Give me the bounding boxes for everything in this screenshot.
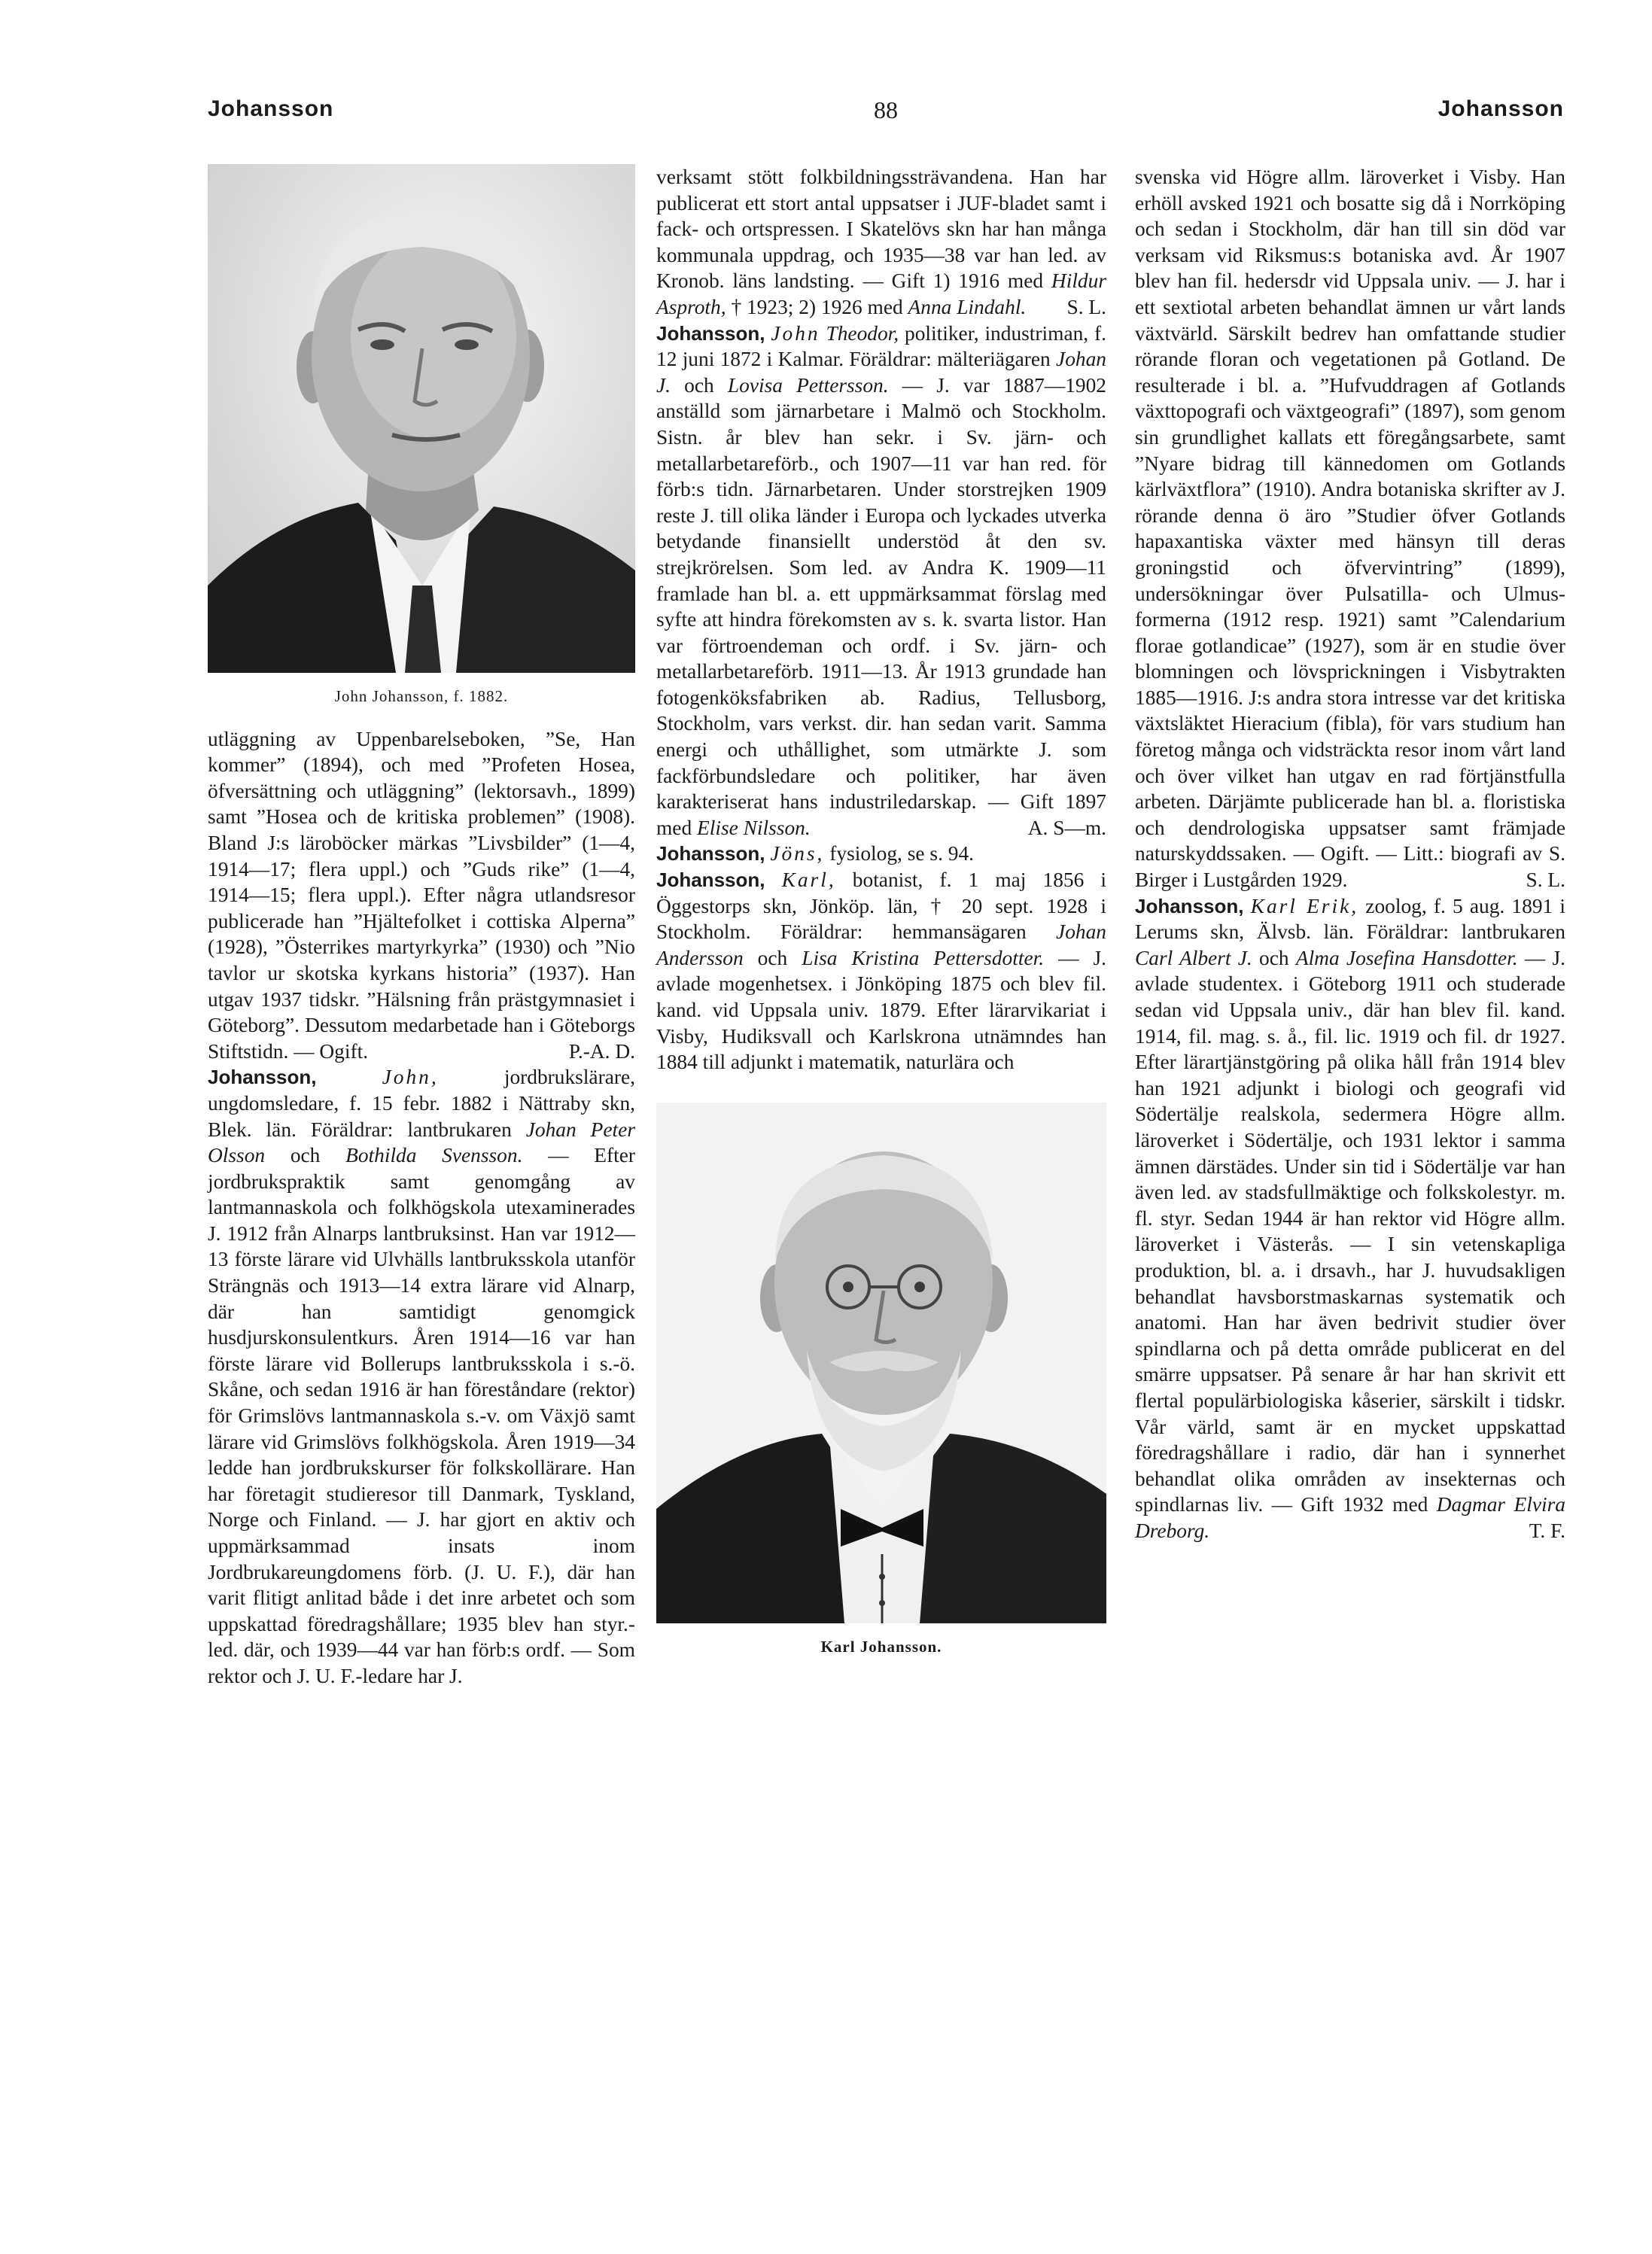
- signature: S. L.: [1526, 868, 1565, 892]
- entry-karl-johansson: [656, 867, 1106, 1075]
- mother-name: Lisa Kristina Pettersdotter.: [802, 946, 1045, 969]
- entry-text: — Efter jordbrukspraktik samt genomgång av lantmannaskola och folkhögskola utexaminerades J. 1912 från Alnarps lantbruksinst. Han var 1912—13 förste lärare vid Ulvhälls lantbruksskola utanför Strängnäs och 1913—14 extra lärare vid Alnarp, där han samtidigt genomgick husdjurskonsulentkurs. Åren 1914—16 var han förste lärare vid Bollerups lantbruksskola i s.-ö. Skåne, och sedan 1916 är han föreståndare (rektor) för Grimslövs lantmannaskola s.-v. om Växjö samt lärare vid Grimslövs folkhögskola. Åren 1919—34 ledde han jordbrukskurser för folkskollärare. Han har företagit studieresor till Danmark, Tyskland, Norge och Finland. — J. har gjort en aktiv och uppmärksammad insats inom Jordbrukareungdomens förb. (J. U. F.), där han varit flitigt anlitad både i det inre arbetet och som uppskattad föredragshållare; 1935 blev han styr.-led. där, och 1939—44 var han förb:s ordf. — Som rektor och J. U. F.-ledare har J.: [208, 1144, 635, 1687]
- entry-karl-erik-johansson: [1135, 893, 1565, 1544]
- signature: P.-A. D.: [568, 1039, 635, 1063]
- column-3: [1135, 164, 1565, 1544]
- signature: A. S—m.: [1027, 816, 1106, 839]
- conjunction: och: [1259, 946, 1289, 969]
- entry-text: — J. avlade studentex. i Göteborg 1911 och studerade sedan vid Uppsala univ., där han blev fil. kand. 1914, fil. mag. s. å., fil. lic. 1919 och fil. dr 1927. Efter lärartjänstgöring på olika håll från 1914 blev han 1921 adjunkt i biologi och geografi vid Södertälje realskola, sedermera Högre allm. läroverket i Södertälje, och 1931 lektor i samma ämnen därstädes. Under sin tid i Södertälje var han även led. av stadsfullmäktige och folkskolestyr. m. fl. styr. Sedan 1944 är han rektor vid Högre allm. läroverket i Västerås. — I sin vetenskapliga produktion, bl. a. i drsavh., har J. huvudsakligen behandlat havsborstmaskarnas systematik och anatomi. Han har även bedrivit studier över spindlarna och på detta område publicerat en del smärre uppsatser. På senare år har han skrivit ett flertal populärbiologiska kåserier, särskilt i tidskr. Vår värld, samt är en mycket uppskattad föredragshållare i radio, där han i synnerhet behandlat olika områden av insekternas och spindlarnas liv. — Gift 1932 med: [1135, 946, 1565, 1516]
- page-number: 88: [874, 96, 898, 123]
- entry-surname: Johansson,: [1135, 894, 1244, 917]
- spouse-name: Anna Lindahl.: [908, 295, 1027, 318]
- spouse-name: Hildur Asproth,: [656, 269, 1106, 318]
- entry-surname: Johansson,: [656, 868, 765, 892]
- entry-john-theodor-johansson: [656, 321, 1106, 841]
- column-2: [656, 164, 1106, 1659]
- running-header: [208, 96, 1564, 141]
- entry-john-johansson: [208, 1064, 635, 1689]
- column-1: [208, 164, 635, 1690]
- portrait-john-johansson-image: [208, 164, 635, 673]
- father-name: Johan Andersson: [656, 920, 1106, 969]
- portrait-karl-johansson: [656, 1103, 1106, 1623]
- entry-text: politiker, industriman, f. 12 juni 1872 i Kalmar. Föräldrar: mälteriägaren: [656, 321, 1106, 371]
- father-name: Johan Peter Olsson: [208, 1118, 635, 1167]
- portrait-caption-karl: Karl Johansson.: [820, 1637, 942, 1656]
- father-name: Johan J.: [656, 348, 1106, 397]
- entry-jons-johansson: [656, 841, 1106, 867]
- entry-text: — J. avlade mogenhetsex. i Jönköping 1875 och blev fil. kand. vid Uppsala univ. 1879. Efter lärarvikariat i Visby, Hudiksvall och Karlskrona utnämndes han 1884 till adjunkt i matematik, naturlära och: [656, 946, 1107, 1074]
- header-right-name: Johansson: [1438, 96, 1564, 121]
- mother-name: Alma Josefina Hansdotter.: [1295, 946, 1518, 969]
- signature: S. L.: [1066, 295, 1106, 318]
- entry-given-name: John,: [382, 1066, 439, 1089]
- entry-surname: Johansson,: [208, 1066, 317, 1089]
- entry-text: — J. var 1887—1902 anställd som järnarbetare i Malmö och Stockholm. Sistn. år blev han sekr. i Sv. järn- och metallarbetareförb., och 1907—11 var han red. för förb:s tidn. Järnarbetaren. Under storstrejken 1909 reste J. till olika länder i Europa och lyckades utverka betydande finansiellt understöd åt den sv. strejkrörelsen. Som led. av Andra K. 1909—11 framlade han bl. a. ett uppmärksammat förslag med syfte att hindra förekomsten av s. k. svarta listor. Han var förtroendeman och ordf. i Sv. järn- och metallarbetareförb. 1911—13. År 1913 grundade han fotogenköksfabriken ab. Radius, Tellusborg, Stockholm, vars verkst. dir. han sedan varit. Samma energi och uthållighet, som utmärkte J. som fackförbundsledare och politiker, har även karakteriserat hans industriledarskap. — Gift 1897 med: [656, 373, 1106, 839]
- entry-continuation-col3: [1135, 164, 1565, 893]
- spouse-name: Dagmar Elvira Dreborg.: [1135, 1493, 1565, 1542]
- entry-continuation-col1: [208, 726, 635, 1065]
- conjunction: och: [684, 373, 714, 397]
- father-name: Carl Albert J.: [1135, 946, 1252, 969]
- entry-text: jordbrukslärare, ungdomsledare, f. 15 febr. 1882 i Nättraby skn, Blek. län. Föräldrar: lantbrukaren: [208, 1066, 635, 1141]
- entry-given-name: Karl,: [781, 868, 836, 892]
- entry-given-name: Jöns,: [770, 842, 825, 865]
- entry-text: zoolog, f. 5 aug. 1891 i Lerums skn, Älvsb. län. Föräldrar: lantbrukaren: [1135, 894, 1565, 944]
- mother-name: Bothilda Svensson.: [345, 1144, 523, 1167]
- entry-text: fysiolog, se s. 94.: [829, 842, 975, 865]
- entry-given-name-2: Theodor,: [826, 321, 899, 345]
- entry-given-name: Karl Erik,: [1250, 894, 1359, 917]
- spouse-name: Elise Nilsson.: [697, 816, 811, 839]
- signature: T. F.: [1529, 1519, 1565, 1542]
- conjunction: och: [290, 1144, 321, 1167]
- entry-given-name: John: [771, 321, 820, 345]
- portrait-john-johansson: [208, 164, 635, 673]
- continuation-text: verksamt stött folkbildningssträvandena. Han har publicerat ett stort antal uppsatser i JUF-bladet samt i fack- och ortspressen. I Skatelövs skn har han många kommunala uppdrag, och 1935—38 var han led. av Kronob. läns landsting. — Gift 1) 1916 med: [656, 166, 1106, 293]
- portrait-caption-john: John Johansson, f. 1882.: [334, 687, 509, 705]
- header-left-name: Johansson: [208, 96, 334, 121]
- continuation-text: svenska vid Högre allm. läroverket i Visby. Han erhöll avsked 1921 och bosatte sig då i Norrköping och sedan i Stockholm, där han till sin död var verksam vid Riksmus:s botaniska avd. År 1907 blev han fil. hedersdr vid Uppsala univ. — J. har i ett sextiotal arbeten behandlat ämnen ur vårt lands växtvärld. Särskilt bedrev han omfattande studier rörande floran och vegetationen på Gotland. De resulterade i bl. a. ”Hufvuddragen af Gotlands växttopografi och växtgeografi” (1897), som genom sin grundlighet kallats ett föregångsarbete, samt ”Nyare bidrag till kännedomen om Gotlands kärlväxtflora” (1910). Andra botaniska skrifter av J. rörande denna ö äro ”Studier öfver Gotlands hapaxantiska växter med hänsyn till deras groningstid och öfvervintring” (1899), undersökningar över Pulsatilla- och Ulmus-formerna (1912 resp. 1921) samt ”Calendarium florae gotlandicae” (1927), som är en studie över blomningen och lövsprickningen i Visbytrakten 1885—1916. J:s andra stora intresse var det kritiska växtsläktet Hieracium (fibla), för vars studium han företog många och vidsträckta resor inom vårt land och över vilket han utgav en rad förtjänstfulla arbeten. Därjämte publicerade han bl. a. floristiska och dendrologiska uppsatser samt främjade naturskyddssaken. — Ogift. — Litt.: biografi av S. Birger i Lustgården 1929.: [1135, 166, 1565, 892]
- conjunction: och: [757, 946, 788, 969]
- entry-surname: Johansson,: [656, 842, 765, 865]
- continuation-text: † 1923; 2) 1926 med: [731, 295, 903, 318]
- entry-continuation-col2: [656, 164, 1106, 321]
- portrait-karl-johansson-image: [656, 1103, 1106, 1623]
- mother-name: Lovisa Pettersson.: [727, 373, 889, 397]
- entry-surname: Johansson,: [656, 321, 765, 345]
- continuation-text: utläggning av Uppenbarelseboken, ”Se, Han kommer” (1894), och med ”Profeten Hosea, öfversättning och utläggning” (lektorsavh., 1899) samt ”Hosea och de kritiska problemen” (1908). Bland J:s läroböcker märkas ”Livsbilder” (1—4, 1914—17; flera uppl.) och ”Guds rike” (1—4, 1914—15; flera uppl.). Efter några utlandsresor publicerade han ”Hjältefolket i cottiska Alperna” (1928), ”Österrikes martyrkyrka” (1930) och ”Nio tavlor ur skotska kyrkans historia” (1937). Han utgav 1937 tidskr. ”Hälsning från prästgymnasiet i Göteborg”. Dessutom medarbetade han i Göteborgs Stiftstidn. — Ogift.: [208, 727, 635, 1063]
- entry-text: botanist, f. 1 maj 1856 i Öggestorps skn, Jönköp. län, † 20 sept. 1928 i Stockholm. Föräldrar: hemmansägaren: [656, 868, 1106, 944]
